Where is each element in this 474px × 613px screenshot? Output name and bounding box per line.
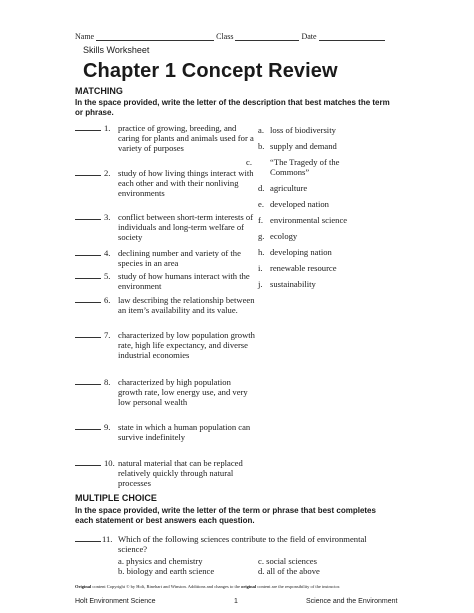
answer-blank[interactable] bbox=[75, 302, 101, 303]
option-letter: h. bbox=[258, 247, 265, 257]
question-text: study of how humans interact with the environment bbox=[118, 271, 250, 291]
footer-left: Holt Environment Science bbox=[75, 598, 156, 605]
question-number: 1. bbox=[104, 123, 111, 133]
question-text: declining number and variety of the species in an area bbox=[118, 248, 241, 268]
question-text: natural material that can be replaced relatively quickly through natural processes bbox=[118, 458, 243, 488]
option-i bbox=[258, 263, 388, 273]
question-text: characterized by low population growth rate, high life expectancy, and diverse industrial economies bbox=[118, 330, 255, 360]
option-letter: g. bbox=[258, 231, 265, 241]
question-number: 3. bbox=[104, 212, 111, 222]
option-text: loss of biodiversity bbox=[270, 125, 336, 135]
question-11 bbox=[75, 534, 395, 580]
date-field[interactable] bbox=[319, 40, 385, 41]
copyright-bold-1: Original bbox=[75, 584, 92, 589]
question-text: study of how living things interact with each other and with their nonliving environments bbox=[118, 168, 254, 198]
page-number: 1 bbox=[234, 598, 238, 605]
multiple-choice-heading: MULTIPLE CHOICE bbox=[75, 493, 157, 503]
option-letter: i. bbox=[258, 263, 263, 273]
choice-text: social sciences bbox=[266, 556, 317, 566]
question-number: 7. bbox=[104, 330, 111, 340]
answer-blank[interactable] bbox=[75, 541, 101, 542]
option-h bbox=[258, 247, 388, 257]
option-j bbox=[258, 279, 388, 289]
choice-letter: d. bbox=[258, 566, 265, 576]
page-title: Chapter 1 Concept Review bbox=[83, 60, 338, 82]
multiple-choice-instructions: In the space provided, write the letter of the term or phrase that best completes each statement or best answers each question. bbox=[75, 506, 376, 525]
worksheet-label: Skills Worksheet bbox=[83, 45, 150, 55]
option-text: renewable resource bbox=[270, 263, 337, 273]
question-number: 2. bbox=[104, 168, 111, 178]
option-letter: a. bbox=[258, 125, 264, 135]
choice-c[interactable] bbox=[258, 556, 317, 566]
question-text: law describing the relationship between an item’s availability and its value. bbox=[118, 295, 255, 315]
answer-blank[interactable] bbox=[75, 384, 101, 385]
footer-right: Science and the Environment bbox=[306, 598, 398, 605]
choice-letter: a. bbox=[118, 556, 124, 566]
option-g bbox=[258, 231, 388, 241]
option-b bbox=[258, 141, 388, 151]
option-text: ecology bbox=[270, 231, 298, 241]
name-field[interactable] bbox=[96, 40, 214, 41]
question-number: 10. bbox=[104, 458, 115, 468]
question-text: state in which a human population can survive indefinitely bbox=[118, 422, 251, 442]
answer-blank[interactable] bbox=[75, 465, 101, 466]
choice-letter: b. bbox=[118, 566, 125, 576]
option-letter: c. bbox=[246, 157, 252, 167]
question-text: conflict between short-term interests of individuals and long-term welfare of society bbox=[118, 212, 254, 242]
option-letter: d. bbox=[258, 183, 265, 193]
date-label: Date bbox=[301, 32, 317, 41]
header-row bbox=[75, 32, 395, 41]
answer-blank[interactable] bbox=[75, 219, 101, 220]
matching-heading: MATCHING bbox=[75, 86, 123, 96]
option-text: sustainability bbox=[270, 279, 316, 289]
question-text: practice of growing, breeding, and caring for plants and animals used for a variety of purposes bbox=[118, 123, 254, 153]
answer-blank[interactable] bbox=[75, 337, 101, 338]
option-d bbox=[258, 183, 388, 193]
option-text: agriculture bbox=[270, 183, 308, 193]
option-letter: f. bbox=[258, 215, 264, 225]
question-text: characterized by high population growth rate, low energy use, and very low personal wealth bbox=[118, 377, 248, 407]
choice-text: biology and earth science bbox=[126, 566, 215, 576]
question-number: 11. bbox=[102, 534, 113, 544]
choice-d[interactable] bbox=[258, 566, 320, 576]
copyright-note bbox=[75, 584, 395, 589]
choice-letter: c. bbox=[258, 556, 264, 566]
choice-text: all of the above bbox=[266, 566, 320, 576]
option-c bbox=[246, 157, 360, 177]
option-text: environmental science bbox=[270, 215, 348, 225]
answer-blank[interactable] bbox=[75, 255, 101, 256]
option-letter: b. bbox=[258, 141, 265, 151]
answer-blank[interactable] bbox=[75, 175, 101, 176]
option-text: developed nation bbox=[270, 199, 329, 209]
option-text: supply and demand bbox=[270, 141, 337, 151]
option-f bbox=[258, 215, 388, 225]
question-number: 6. bbox=[104, 295, 111, 305]
question-number: 5. bbox=[104, 271, 111, 281]
answer-blank[interactable] bbox=[75, 278, 101, 279]
copyright-text-2: content are the responsibility of the instructor. bbox=[256, 584, 341, 589]
answer-blank[interactable] bbox=[75, 130, 101, 131]
answer-blank[interactable] bbox=[75, 429, 101, 430]
choice-b[interactable] bbox=[118, 566, 214, 576]
class-label: Class bbox=[216, 32, 234, 41]
option-text: developing nation bbox=[270, 247, 332, 257]
name-label: Name bbox=[75, 32, 95, 41]
option-letter: e. bbox=[258, 199, 264, 209]
question-number: 9. bbox=[104, 422, 111, 432]
question-text: Which of the following sciences contribute to the field of environmental science? bbox=[118, 534, 367, 554]
choice-text: physics and chemistry bbox=[126, 556, 203, 566]
option-text: “The Tragedy of the Commons” bbox=[270, 157, 340, 177]
question-number: 4. bbox=[104, 248, 111, 258]
option-letter: j. bbox=[258, 279, 263, 289]
choice-a[interactable] bbox=[118, 556, 203, 566]
matching-instructions: In the space provided, write the letter of the description that best matches the term or phrase. bbox=[75, 98, 390, 117]
class-field[interactable] bbox=[235, 40, 299, 41]
option-e bbox=[258, 199, 388, 209]
question-number: 8. bbox=[104, 377, 111, 387]
option-a bbox=[258, 125, 388, 135]
copyright-bold-2: original bbox=[241, 584, 257, 589]
copyright-text-1: content Copyright © by Holt, Rinehart and Winston. Additions and changes to the bbox=[91, 584, 242, 589]
